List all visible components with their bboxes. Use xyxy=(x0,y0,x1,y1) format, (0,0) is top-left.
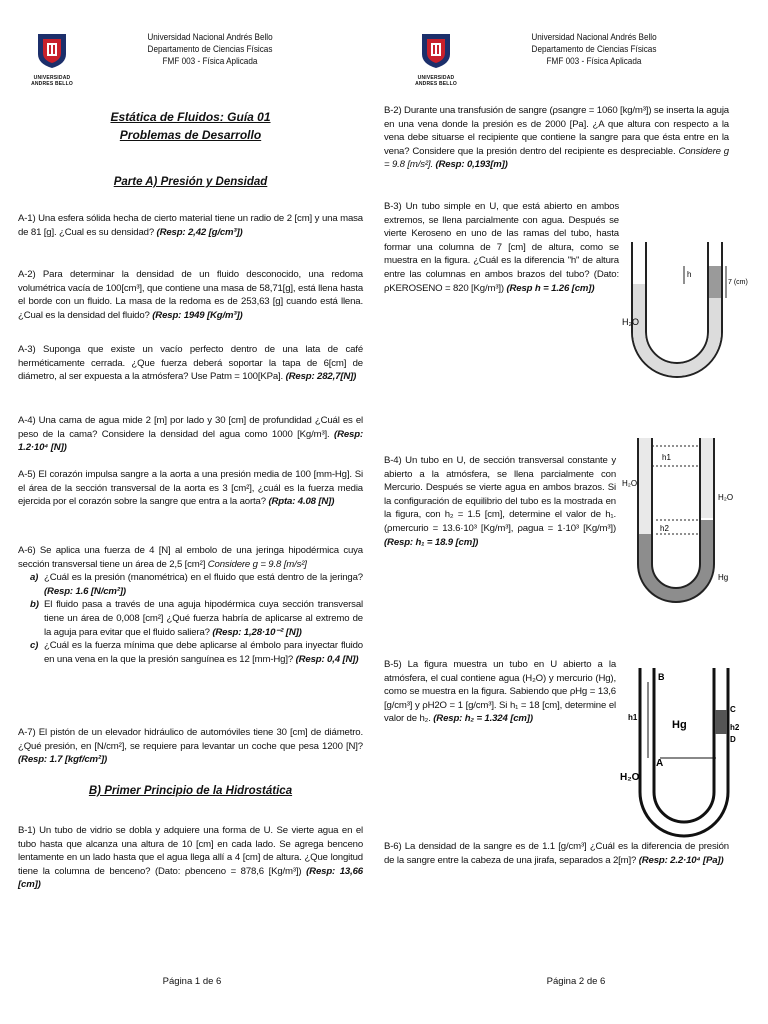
problem-b3: B-3) Un tubo simple en U, que está abierto en ambos extremos, se llena parcialmente con agua. Después se vierte Keroseno en uno de las ramas del tubo, hasta formar una columna de 7 [cm] de altura, como se muestra en la figura. ¿Cuál es la diferencia "h" de altura entre las columnas en ambos brazos del tubo? (Dato: ρKEROSENO = 820 [Kg/m³]) (Resp h = 1.26 [cm]) xyxy=(384,201,619,294)
page-footer: Página 2 de 6 xyxy=(546,976,606,987)
header-university: Universidad Nacional Andrés Bello xyxy=(531,32,657,43)
problem-b1: B-1) Un tubo de vidrio se dobla y adquiere una forma de U. Se vierte agua en el tubo hasta que alcanza una altura de 10 [cm] en cada lado. Se agrega benceno lentamente en un lado hasta que el agua llega allí a 4 [cm] de altura. ¿Que longitud tiene la columna de benceno? (Dato: ρbenceno = 878,6 [Kg/m³]) (Resp: 13,66 [cm]) xyxy=(18,825,363,891)
page-header xyxy=(508,32,680,68)
header-university: Universidad Nacional Andrés Bello xyxy=(147,32,273,43)
problem-b5: B-5) La figura muestra un tubo en U abierto a la atmósfera, el cual contiene agua (H₂O) y mercurio (Hg), como se muestra en la figura. Sabiendo que ρHg = 13,6 [g/cm³] y ρH2O = 1 [g/cm³]. Si h₁ = 18 [cm], determine el valor de h₂. (Resp: h₂ = 1.324 [cm]) xyxy=(384,659,616,725)
header-course: FMF 003 - Física Aplicada xyxy=(546,56,642,67)
header-department: Departamento de Ciencias Físicas xyxy=(531,44,657,55)
logo-text-bottom: ANDRES BELLO xyxy=(415,81,457,87)
fig3-h1-label: h1 xyxy=(628,713,638,722)
university-logo xyxy=(30,30,74,87)
problem-a6-item: c) ¿Cuál es la fuerza mínima que debe aplicarse al émbolo para inyectar fluido en una vena en la que la presión sanguínea es 12 [mm-Hg]? (Resp: 0,4 [N]) xyxy=(30,640,363,665)
fig3-h2-label: h2 xyxy=(730,723,740,732)
section-b-title: B) Primer Principio de la Hidrostática xyxy=(88,785,293,797)
problem-a6-item: a) ¿Cuál es la presión (manométrica) en el fluido que está dentro de la jeringa? (Resp: 1.6 [N/cm²]) xyxy=(30,572,363,597)
problem-b4: B-4) Un tubo en U, de sección transversal constante y abierto a la atmósfera, se llena parcialmente con Mercurio. Después se vierte agua en ambos brazos. Si la configuración de equilibrio del tubo es la mostrada en la figura, con h₂ = 1.5 [cm], determine el valor de h₁. (ρmercurio = 13.6·10³ [Kg/m³], ρagua = 1·10³ [Kg/m³]) (Resp: h₁ = 18.9 [cm]) xyxy=(384,455,616,548)
page-2 xyxy=(384,0,768,1024)
figure-b5-u-tube xyxy=(620,662,748,863)
fig3-water-label: H₂O xyxy=(620,772,640,783)
fig1-col-label: 7 (cm) xyxy=(728,279,748,286)
university-logo xyxy=(414,30,458,87)
problem-a1: A-1) Una esfera sólida hecha de cierto material tiene un radio de 2 [cm] y una masa de 81 [g]. ¿Cual es su densidad? (Resp: 2,42 [g/cm³]) xyxy=(18,213,363,238)
section-a-title: Parte A) Presión y Densidad xyxy=(113,176,268,188)
problem-a2: A-2) Para determinar la densidad de un fluido desconocido, una redoma volumétrica vacía de 100[cm³], que contiene una masa de 58,71[g], está llena hasta el borde con un fluido. La masa de la redoma es de 253,63 [g] cuando está llena. ¿Cual es la densidad del fluido? (Resp: 1949 [Kg/m³]) xyxy=(18,269,363,321)
header-course: FMF 003 - Física Aplicada xyxy=(162,56,258,67)
guide-title: Estática de Fluidos: Guía 01 Problemas de Desarrollo xyxy=(110,110,271,142)
problem-a6-items xyxy=(18,571,363,666)
fig3-a-label: A xyxy=(656,758,664,769)
logo-text-bottom: ANDRES BELLO xyxy=(31,81,73,87)
fig3-d-label: D xyxy=(730,735,736,744)
problem-a5: A-5) El corazón impulsa sangre a la aorta a una presión media de 100 [mm-Hg]. Si el área de la sección transversal de la aorta es 3 [cm²], ¿cuál es la fuerza media ejercida por el corazón sobre la sangre que entra a la aorta? (Rpta: 4.08 [N]) xyxy=(18,469,363,508)
problem-a3: A-3) Suponga que existe un vacío perfecto dentro de una lata de café herméticamente cerrada. ¿Que fuerza deberá soportar la tapa de 6[cm] de diámetro, al ser expuesta a la atmósfera? Use Patm = 100[KPa]. (Resp: 282,7[N]) xyxy=(18,344,363,383)
page-header xyxy=(124,32,296,68)
logo-text-top: UNIVERSIDAD xyxy=(417,75,455,81)
fig2-h1-label: h1 xyxy=(662,453,671,462)
page-footer: Página 1 de 6 xyxy=(162,976,222,987)
problem-a6-item: b) El fluido pasa a través de una aguja hipodérmica cuya sección transversal tiene un área de 0,008 [cm²] ¿Qué fuerza habría de aplicarse al extremo de la aguja para evitar que el fluido saliera? (Resp: 1,28·10⁻² [N]) xyxy=(30,599,363,638)
problem-b2: B-2) Durante una transfusión de sangre (ρsangre = 1060 [kg/m³]) se inserta la aguja en una vena donde la presión es de 2000 [Pa]. ¿A que altura con respecto a la vena debe situarse el recipiente que contiene la sangre para que ésta entre en la vena? Considere que la presión dentro del recipiente es despreciable. Considere g = 9.8 [m/s²]. (Resp: 0,193[m]) xyxy=(384,105,729,171)
fig1-h-label: h xyxy=(687,270,692,279)
header-department: Departamento de Ciencias Físicas xyxy=(147,44,273,55)
fig3-hg-label: Hg xyxy=(672,719,687,731)
logo-text-top: UNIVERSIDAD xyxy=(33,75,71,81)
problem-b6: B-6) La densidad de la sangre es de 1.1 [g/cm³] ¿Cuál es la diferencia de presión de la sangre entre la cabeza de una jirafa, separados a 2[m]? (Resp: 2.2·10⁴ [Pa]) xyxy=(384,841,729,866)
problem-a4: A-4) Una cama de agua mide 2 [m] por lado y 30 [cm] de profundidad ¿Cuál es el peso de la cama? Considere la densidad del agua como 1000 [Kg/m³]. (Resp: 1.2·10⁴ [N]) xyxy=(18,415,363,454)
fig1-water-label: H₂O xyxy=(622,317,639,327)
fig2-water-right-label: H₂O xyxy=(718,493,734,502)
fig2-hg-label: Hg xyxy=(718,573,729,582)
figure-b3-u-tube xyxy=(622,222,748,387)
problem-a6: A-6) Se aplica una fuerza de 4 [N] al embolo de una jeringa hipodérmica cuya sección transversal tiene un área de 2,5 [cm²] Considere g = 9.8 [m/s²] a) ¿Cuál es la presión (manométrica) en el fluido que está dentro de la jeringa? (Resp: 1.6 [N/cm²]) b) El fluido pasa a través de una aguja hipodérmica cuya sección transversal tiene un área de 0,008 [cm²] ¿Qué fuerza habría de aplicarse al extremo de la aguja para evitar que el fluido saliera? (Resp: 1,28·10⁻² [N]) c) ¿Cuál es la fuerza mínima que debe aplicarse al émbolo para inyectar fluido en una vena en la que la presión sanguínea es 12 [mm-Hg]? (Resp: 0,4 [N]) xyxy=(18,545,363,665)
fig3-c-label: C xyxy=(730,705,736,714)
fig2-h2-label: h2 xyxy=(660,524,669,533)
figure-b4-u-tube xyxy=(620,434,748,619)
fig2-water-left-label: H₂O xyxy=(622,479,638,488)
fig3-b-label: B xyxy=(658,672,665,682)
problem-a7: A-7) El pistón de un elevador hidráulico de automóviles tiene 30 [cm] de diámetro. ¿Qué presión, en [N/cm²], se requiere para levantar un coche que pesa 1200 [N]? (Resp: 1.7 [kgf/cm²]) xyxy=(18,727,363,766)
